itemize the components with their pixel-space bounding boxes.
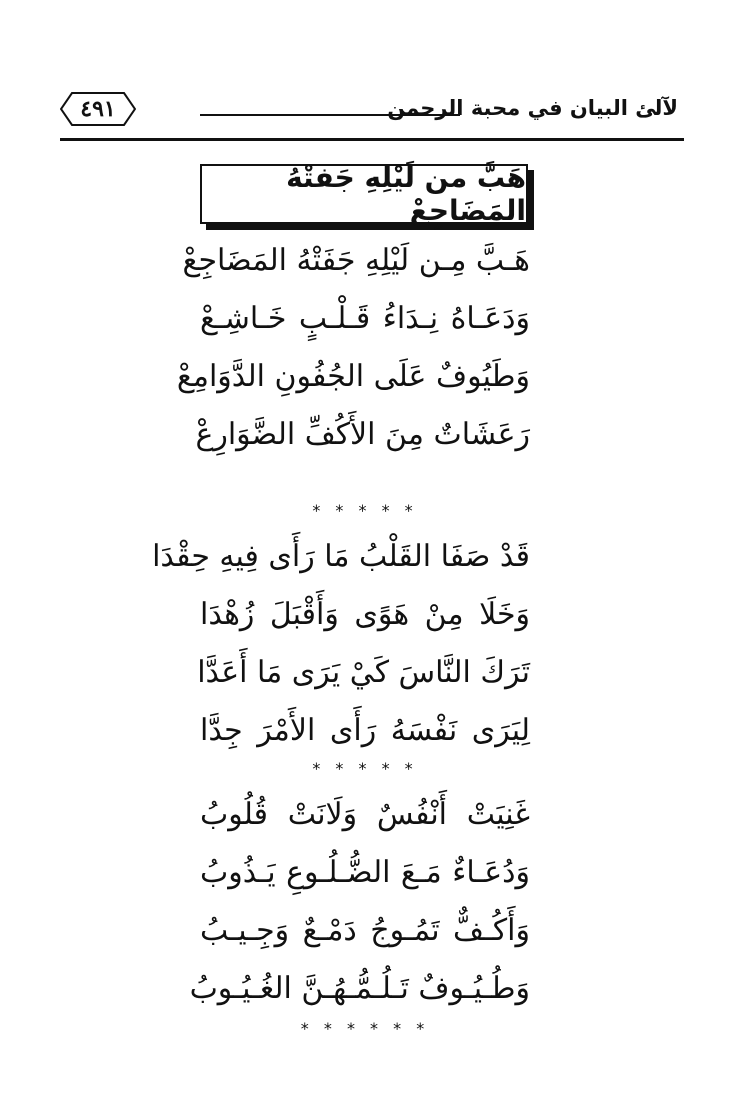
stanza-separator: * * * * * — [312, 501, 418, 520]
stanza-3 — [189, 786, 530, 1046]
page-number: ٤٩١ — [80, 96, 116, 122]
verse: وَطَيُوفٌ عَلَى الجُفُونِ الدَّوَامِعْ — [176, 359, 530, 394]
verse: وَأَكُـفٌّ تَمُـوجُ دَمْـعٌ وَجِـيـبُ — [200, 913, 530, 948]
poem — [152, 232, 530, 1046]
verse: وَخَلَا مِنْ هَوًى وَأَقْبَلَ زُهْدَا — [200, 597, 530, 632]
verse: رَعَشَاتٌ مِنَ الأَكُفِّ الضَّوَارِعْ — [195, 417, 530, 452]
stanza-separator: * * * * * — [312, 759, 418, 778]
verse: وَطُـيُـوفٌ تَـلُـمُّـهُـنَّ الغُـيُـوبُ — [189, 971, 530, 1006]
page-number-badge — [60, 92, 136, 126]
verse: وَدُعَـاءٌ مَـعَ الضُّـلُـوعِ يَـذُوبُ — [200, 855, 530, 890]
stanza-2 — [152, 528, 530, 786]
verse: قَدْ صَفَا القَلْبُ مَا رَأَى فِيهِ حِقْدَا — [152, 539, 530, 574]
header-divider — [60, 138, 684, 141]
page-header — [52, 84, 692, 144]
book-title: لآلئ البيان في محبة الرحمن — [387, 96, 678, 120]
stanza-1 — [176, 232, 530, 528]
section-title: هَبَّ من لَيْلِهِ جَفتْهُ المَضَاجِعْ — [286, 161, 526, 227]
verse: هَـبَّ مِـن لَيْلِهِ جَفَتْهُ المَضَاجِعْ — [182, 243, 530, 278]
verse: وَدَعَـاهُ نِـدَاءُ قَـلْـبٍ خَـاشِـعْ — [200, 301, 530, 336]
verse: لِيَرَى نَفْسَهُ رَأَى الأَمْرَ جِدَّا — [200, 713, 530, 748]
stanza-separator: * * * * * * — [300, 1019, 430, 1038]
verse: غَنِيَتْ أَنْفُسٌ وَلَانَتْ قُلُوبُ — [200, 797, 530, 832]
section-title-box — [200, 161, 528, 227]
verse: تَرَكَ النَّاسَ كَيْ يَرَى مَا أَعَدَّا — [197, 655, 530, 690]
